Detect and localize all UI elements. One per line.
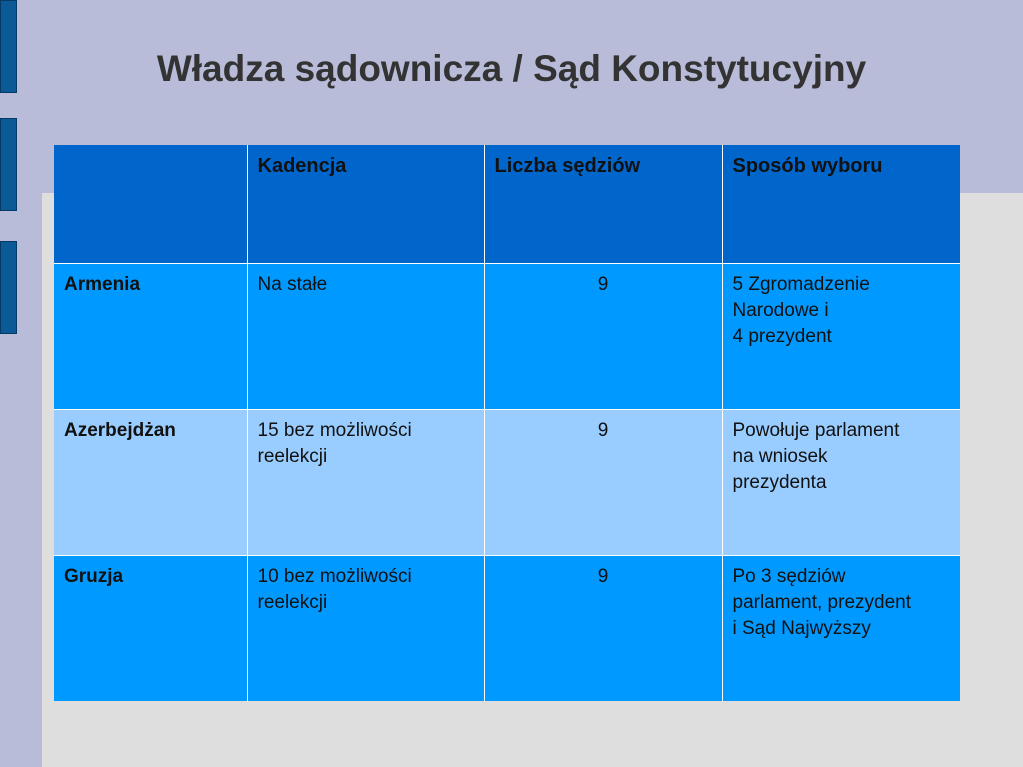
sposob-cell <box>722 556 960 702</box>
comparison-table <box>54 145 960 701</box>
liczba-cell: 9 <box>484 556 722 702</box>
side-tab-decoration <box>0 118 17 211</box>
sposob-line: prezydenta <box>732 472 827 493</box>
sposob-cell <box>722 410 960 556</box>
kadencja-line: reelekcji <box>257 446 328 467</box>
header-cell-sposob: Sposób wyboru <box>722 145 960 264</box>
header-cell-empty <box>54 145 247 264</box>
sposob-line: 4 prezydent <box>732 326 832 347</box>
sposob-line: 5 Zgromadzenie <box>732 274 870 295</box>
country-cell: Gruzja <box>54 556 247 702</box>
liczba-cell: 9 <box>484 264 722 410</box>
sposob-line: parlament, prezydent <box>732 592 911 613</box>
kadencja-cell: Na stałe <box>247 264 484 410</box>
kadencja-line: 15 bez możliwości <box>257 420 412 441</box>
kadencja-cell <box>247 410 484 556</box>
country-cell: Armenia <box>54 264 247 410</box>
table-header-row <box>54 145 960 264</box>
country-cell: Azerbejdżan <box>54 410 247 556</box>
sposob-line: Po 3 sędziów <box>732 566 846 587</box>
table-row <box>54 264 960 410</box>
liczba-cell: 9 <box>484 410 722 556</box>
sposob-cell <box>722 264 960 410</box>
slide-title: Władza sądownicza / Sąd Konstytucyjny <box>156 48 867 89</box>
kadencja-line: 10 bez możliwości <box>257 566 412 587</box>
table-row <box>54 556 960 702</box>
sposob-line: na wniosek <box>732 446 828 467</box>
table-row <box>54 410 960 556</box>
side-tab-decoration <box>0 241 17 334</box>
sposob-line: Narodowe i <box>732 300 829 321</box>
sposob-line: i Sąd Najwyższy <box>732 618 871 639</box>
kadencja-cell <box>247 556 484 702</box>
sposob-line: Powołuje parlament <box>732 420 900 441</box>
header-cell-liczba: Liczba sędziów <box>484 145 722 264</box>
kadencja-line: reelekcji <box>257 592 328 613</box>
header-cell-kadencja: Kadencja <box>247 145 484 264</box>
